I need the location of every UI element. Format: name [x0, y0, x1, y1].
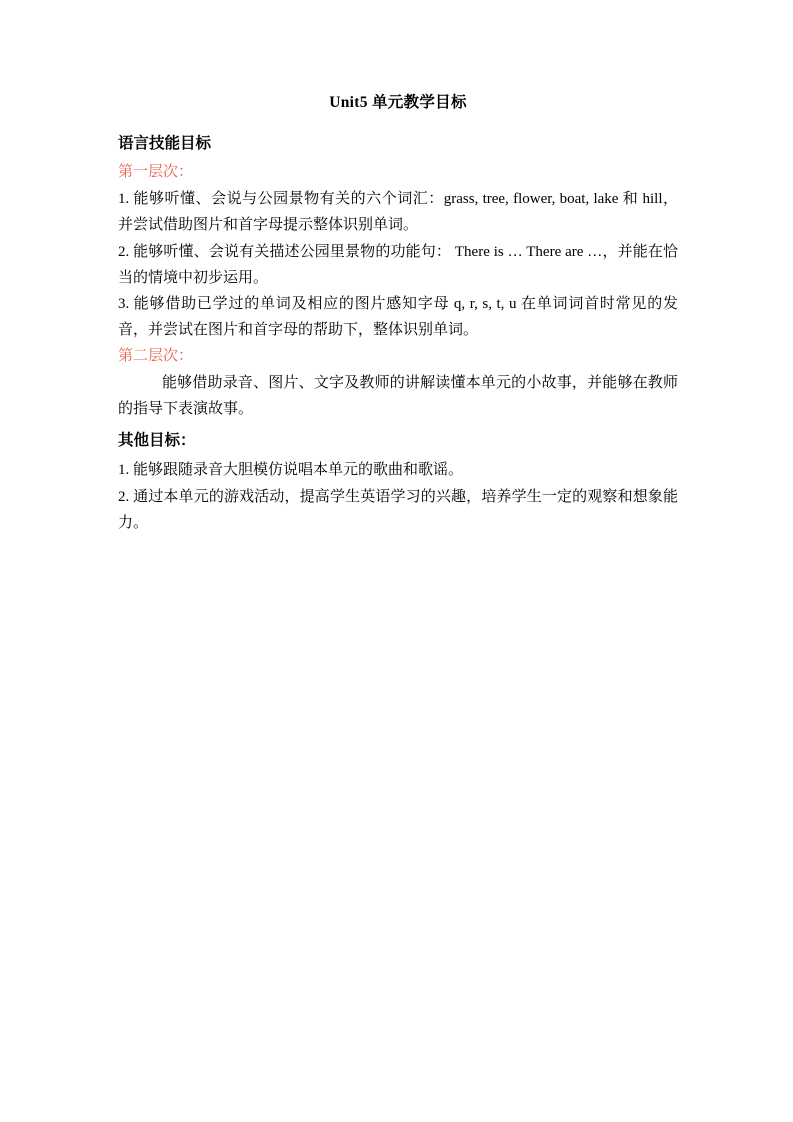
list-item: 2. 能够听懂、会说有关描述公园里景物的功能句： There is … There are …，并能在恰当的情境中初步运用。: [118, 243, 678, 286]
section-heading-other-goals: 其他目标：: [118, 431, 196, 449]
level-heading-first: 第一层次：: [118, 163, 194, 180]
list-item: 2. 通过本单元的游戏活动，提高学生英语学习的兴趣，培养学生一定的观察和想象能力。: [118, 488, 678, 531]
document-body: [118, 92, 678, 537]
section-heading-language-skills: 语言技能目标: [118, 134, 212, 152]
list-item: 3. 能够借助已学过的单词及相应的图片感知字母 q, r, s, t, u 在单词词首时常见的发音，并尝试在图片和首字母的帮助下，整体识别单词。: [118, 296, 678, 339]
list-item: 1. 能够听懂、会说与公园景物有关的六个词汇：grass, tree, flower, boat, lake 和 hill，并尝试借助图片和首字母提示整体识别单词。: [118, 191, 678, 233]
list-item: 1. 能够跟随录音大胆模仿说唱本单元的歌曲和歌谣。: [118, 462, 464, 479]
page-title: Unit5 单元教学目标: [329, 94, 467, 111]
level-heading-second: 第二层次：: [118, 347, 194, 364]
list-item: 能够借助录音、图片、文字及教师的讲解读懂本单元的小故事，并能够在教师的指导下表演故事。: [118, 375, 678, 418]
